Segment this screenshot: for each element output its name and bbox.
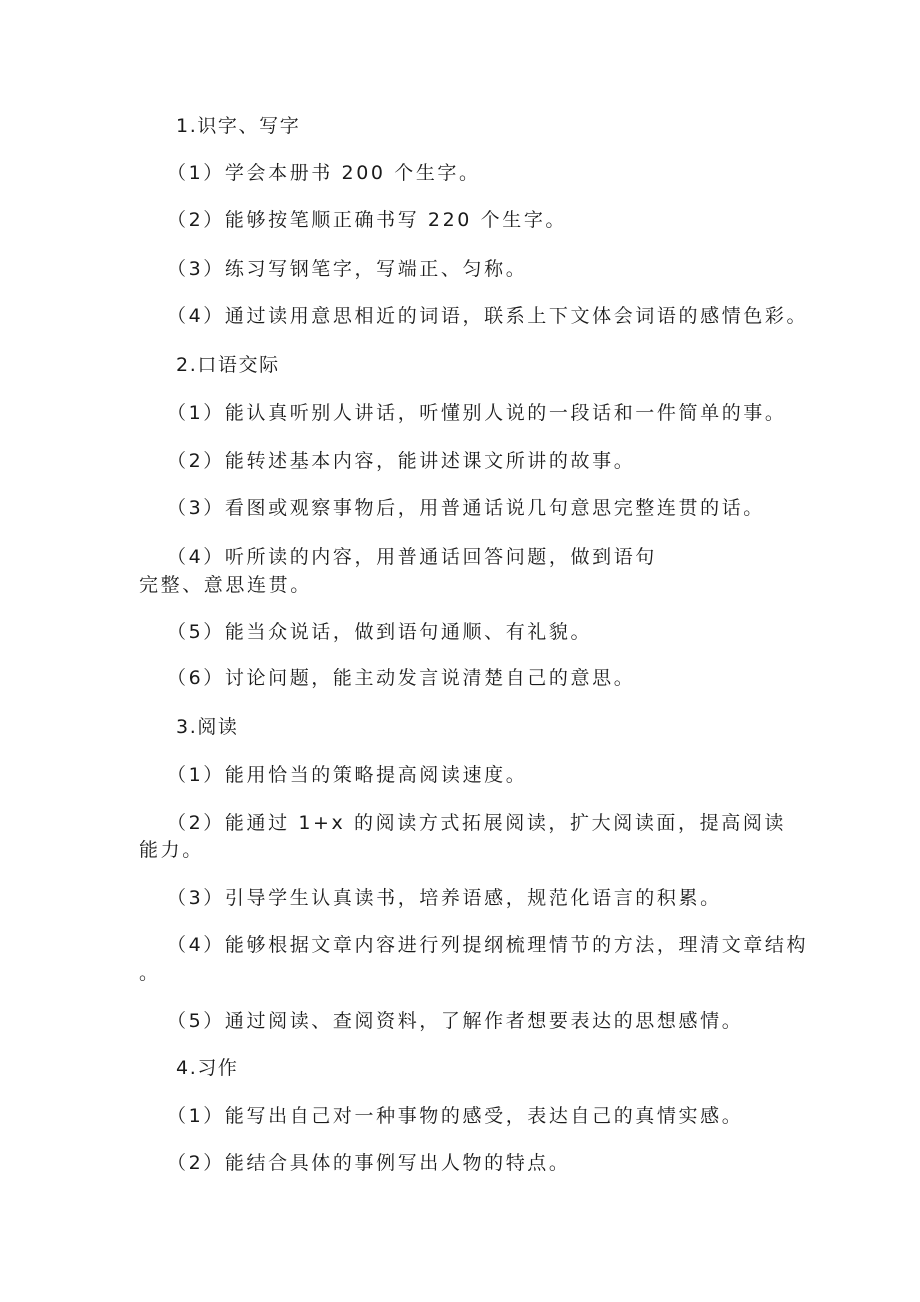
section-heading: 3.阅读 [176,716,239,738]
list-item-line: （2）能通过 1+x 的阅读方式拓展阅读，扩大阅读面，提高阅读 [167,812,787,834]
list-item-line: （4）能够根据文章内容进行列提纲梳理情节的方法，理清文章结构 [167,934,809,956]
list-item: （1）能写出自己对一种事物的感受，表达自己的真情实感。 [167,1105,744,1127]
list-item-line: 能力。 [139,839,204,861]
list-item: （3）引导学生认真读书，培养语感，规范化语言的积累。 [167,887,722,909]
list-item: （1）学会本册书 200 个生字。 [167,162,481,184]
list-item: （2）能转述基本内容，能讲述课文所讲的故事。 [167,450,636,472]
list-item: （3）练习写钢笔字，写端正、匀称。 [167,258,528,280]
list-item: （1）能用恰当的策略提高阅读速度。 [167,764,528,786]
list-item: （1）能认真听别人讲话，听懂别人说的一段话和一件简单的事。 [167,402,787,424]
section-heading: 1.识字、写字 [176,115,301,137]
list-item: （6）讨论问题，能主动发言说清楚自己的意思。 [167,667,636,689]
list-item-line: （4）听所读的内容，用普通话回答问题，做到语句 [167,546,657,568]
section-heading: 2.口语交际 [176,354,280,376]
list-item: （4）通过读用意思相近的词语，联系上下文体会词语的感情色彩。 [167,305,809,327]
list-item: （2）能够按笔顺正确书写 220 个生字。 [167,209,568,231]
list-item: （5）通过阅读、查阅资料，了解作者想要表达的思想感情。 [167,1010,744,1032]
list-item-line: 。 [139,962,161,984]
list-item-line: 完整、意思连贯。 [139,574,312,596]
list-item: （2）能结合具体的事例写出人物的特点。 [167,1152,571,1174]
section-heading: 4.习作 [176,1057,239,1079]
list-item: （3）看图或观察事物后，用普通话说几句意思完整连贯的话。 [167,497,765,519]
list-item: （5）能当众说话，做到语句通顺、有礼貌。 [167,621,593,643]
